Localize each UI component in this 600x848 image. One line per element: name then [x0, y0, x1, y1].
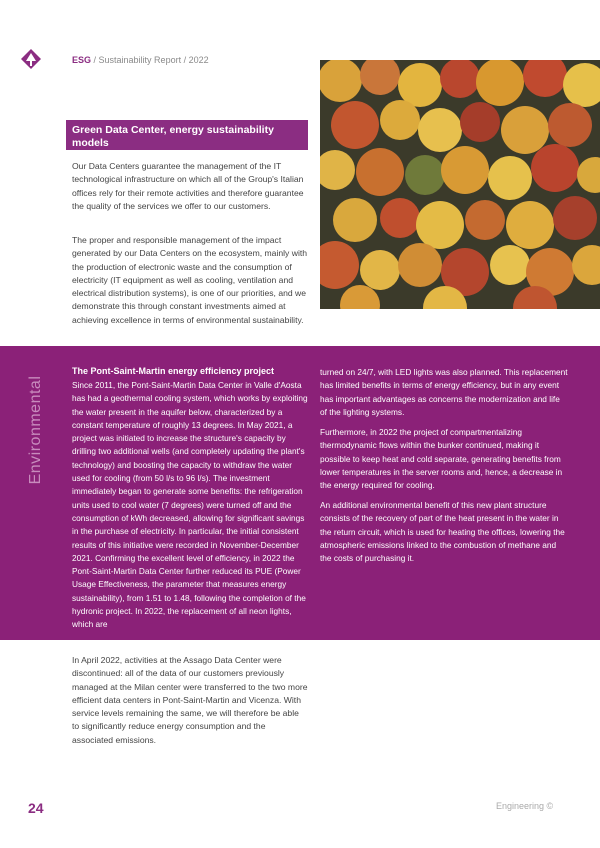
- intro-paragraph-2: The proper and responsible management of the impact generated by our Data Centers on the ecosystem, mainly with the production of electronic waste and the consumption of electricity (IT equipment as well as cooling, ventilation and electrical distribution systems), is one of our priorities, and we demonstrate this through constant investments aimed at achieving excellence in terms of environmental sustainability.: [72, 235, 308, 325]
- section-title: Green Data Center, energy sustainability models: [72, 124, 274, 149]
- side-label: [8, 375, 64, 485]
- header-separator: /: [91, 55, 99, 65]
- intro-paragraph-1: Our Data Centers guarantee the management of the IT technological infrastructure on which all of the Group's Italian offices rely for their remote activities and therefore guarantee the quality of the services we offer to our customers.: [72, 161, 304, 211]
- autumn-forest-photo: [320, 60, 600, 309]
- band-right-paragraph-2: Furthermore, in 2022 the project of compartmentalizing thermodynamic flows within the bunker continued, making it possible to keep heat and cold separate, generating benefits from lower temperatures in the server rooms and, hence, a decrease in the energy required for cooling.: [320, 427, 563, 491]
- header-brand: ESG: [72, 55, 92, 65]
- page-number: 24: [28, 800, 44, 816]
- page-header: [72, 55, 209, 65]
- band-right-paragraph-3: An additional environmental benefit of this new plant structure consists of the recovery of part of the heat present in the water in the return circuit, which is used for heating the offices, lowering the atmospheric emissions linked to the combustion of methane and the costs of purchasing it.: [320, 500, 565, 564]
- section-title-box: [66, 120, 308, 150]
- footer-brand: Engineering ©: [496, 801, 554, 811]
- engineering-logo-icon: [20, 48, 42, 70]
- band-title: The Pont-Saint-Martin energy efficiency project: [72, 366, 275, 376]
- side-label-text: Environmental: [27, 375, 44, 485]
- band-left-text: Since 2011, the Pont-Saint-Martin Data Center in Valle d'Aosta has had a geothermal cooling system, which works by exploiting the water present in the aquifer below, characterized by a constant temperature of roughly 13 degrees. In May 2021, a project was initiated to increase the structure's capacity by drilling two additional wells (and completely updating the plant's technology) and boosting the capacity to withdraw the water used for cooling (from 50 l/s to 96 l/s). The investment immediately began to generate some benefits: the refrigeration units used to cool water (7 degrees) were turned off and the consumption of kWh decreased, allowing for significant savings in the purchase of electricity. In particular, the initial consistent results of this initiative were recorded in November-December 2021. Confirming the excellent level of efficiency, in 2022 the Pont-Saint-Martin Data Center further reduced its PUE (Power Usage Effectiveness, the parameter that measures energy sustainability), from 1.51 to 1.48, following the completion of the hydronic project. In 2022, the replacement of all neon lights, which are: [72, 380, 308, 630]
- band-right-paragraph-1: turned on 24/7, with LED lights was also planned. This replacement has limited benefits in terms of energy efficiency, but in any event has important advantages as concerns the modernization and life of the lighting systems.: [320, 367, 568, 417]
- bottom-paragraph: In April 2022, activities at the Assago Data Center were discontinued: all of the data of our customers previously managed at the Milan center were transferred to the two more efficient data centers in Pont-Saint-Martin and Vicenza. With service levels remaining the same, we will therefore be able to significantly reduce energy consumption and the associated emissions.: [72, 655, 308, 745]
- header-report: Sustainability Report / 2022: [98, 55, 209, 65]
